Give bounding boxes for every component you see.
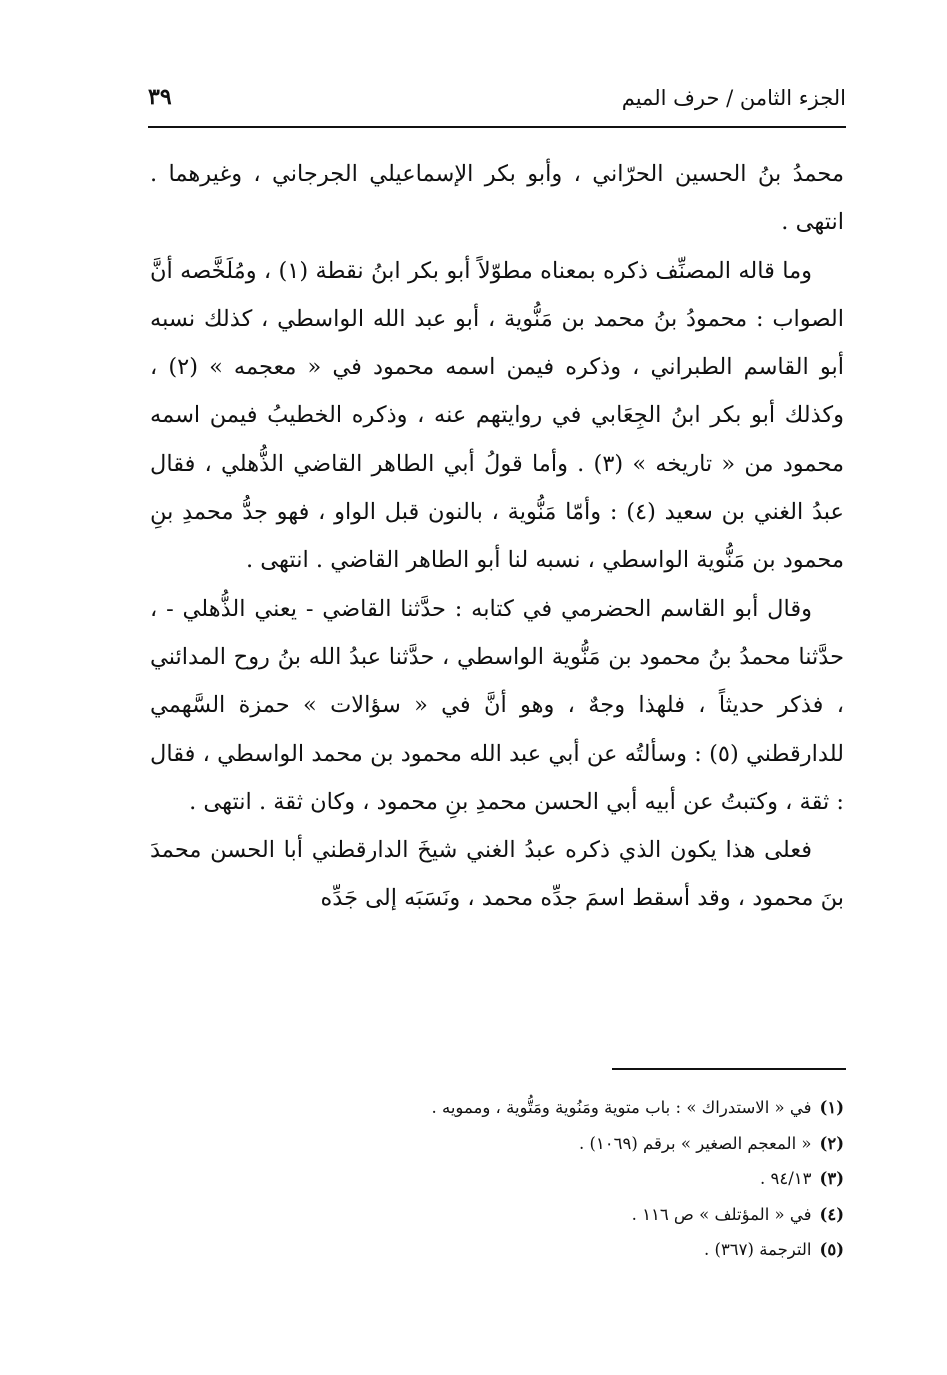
running-header-title: الجزء الثامن / حرف الميم xyxy=(621,86,846,110)
footnote-text: الترجمة (٣٦٧) . xyxy=(704,1240,812,1259)
footnotes xyxy=(150,1090,844,1268)
footnote-4 xyxy=(150,1197,844,1233)
running-header xyxy=(148,82,846,122)
footnote-text: « المعجم الصغير » برقم (١٠٦٩) . xyxy=(578,1133,812,1153)
footnote-1 xyxy=(150,1090,844,1126)
paragraph-1: محمدُ بنُ الحسين الحرّاني ، وأبو بكر الإسماعيلي الجرجاني ، وغيرهما . انتهى . xyxy=(150,161,844,236)
footnote-text: ٩٤/١٣ . xyxy=(759,1169,812,1188)
paragraph-3: وقال أبو القاسم الحضرمي في كتابه : حدَّثنا القاضي - يعني الذُّهلي - ، حدَّثنا محمدُ بنُ محمود بن مَنُّوية الواسطي ، حدَّثنا عبدُ الله بنُ روح المدائني ، فذكر حديثاً ، فلهذا وجهٌ ، وهو أنَّ في « سؤالات » حمزة السَّهمي للدارقطني (٥) : وسألتُه عن أبي عبد الله محمود بن محمد الواسطي ، فقال : ثقة ، وكتبتُ عن أبيه أبي الحسن محمدِ بنِ محمود ، وكان ثقة . انتهى . xyxy=(150,595,844,815)
footnote-number: (٢) xyxy=(819,1133,844,1153)
page-number: ٣٩ xyxy=(148,84,172,110)
footnote-text: في « المؤتلف » ص ١١٦ . xyxy=(631,1204,812,1224)
main-text xyxy=(150,150,844,923)
footnote-number: (٥) xyxy=(819,1240,844,1259)
header-rule xyxy=(148,126,846,128)
footnote-text: في « الاستدراك » : باب متوية ومَنُوية ومَتُّوية ، وممويه . xyxy=(431,1098,812,1117)
paragraph-4: فعلى هذا يكون الذي ذكره عبدُ الغني شيخَ الدارقطني أبا الحسن محمدَ بنَ محمود ، وقد أسقط اسمَ جدِّه محمد ، ونَسَبَه إلى جَدِّه xyxy=(150,837,844,912)
footnote-2 xyxy=(150,1126,844,1162)
footnote-number: (١) xyxy=(819,1098,844,1117)
paragraph-2: وما قاله المصنِّف ذكره بمعناه مطوّلاً أبو بكر ابنُ نقطة (١) ، ومُلَخَّصه أنَّ الصواب : محمودُ بنُ محمد بن مَنُّوية ، أبو عبد الله الواسطي ، كذلك نسبه أبو القاسم الطبراني ، وذكره فيمن اسمه محمود في « معجمه » (٢) ، وكذلك أبو بكر ابنُ الجِعَابي في روايتهم عنه ، وذكره الخطيبُ فيمن اسمه محمود من « تاريخه » (٣) . وأما قولُ أبي الطاهر القاضي الذُّهلي ، فقال عبدُ الغني بن سعيد (٤) : وأمّا مَنُّوية ، بالنون قبل الواو ، فهو جدُّ محمدِ بنِ محمود بن مَنُّوية الواسطي ، نسبه لنا أبو الطاهر القاضي . انتهى . xyxy=(150,257,844,574)
footnote-separator xyxy=(612,1068,846,1070)
footnote-3 xyxy=(150,1161,844,1197)
footnote-number: (٣) xyxy=(819,1169,844,1188)
footnote-number: (٤) xyxy=(819,1204,844,1224)
footnote-5 xyxy=(150,1232,844,1268)
